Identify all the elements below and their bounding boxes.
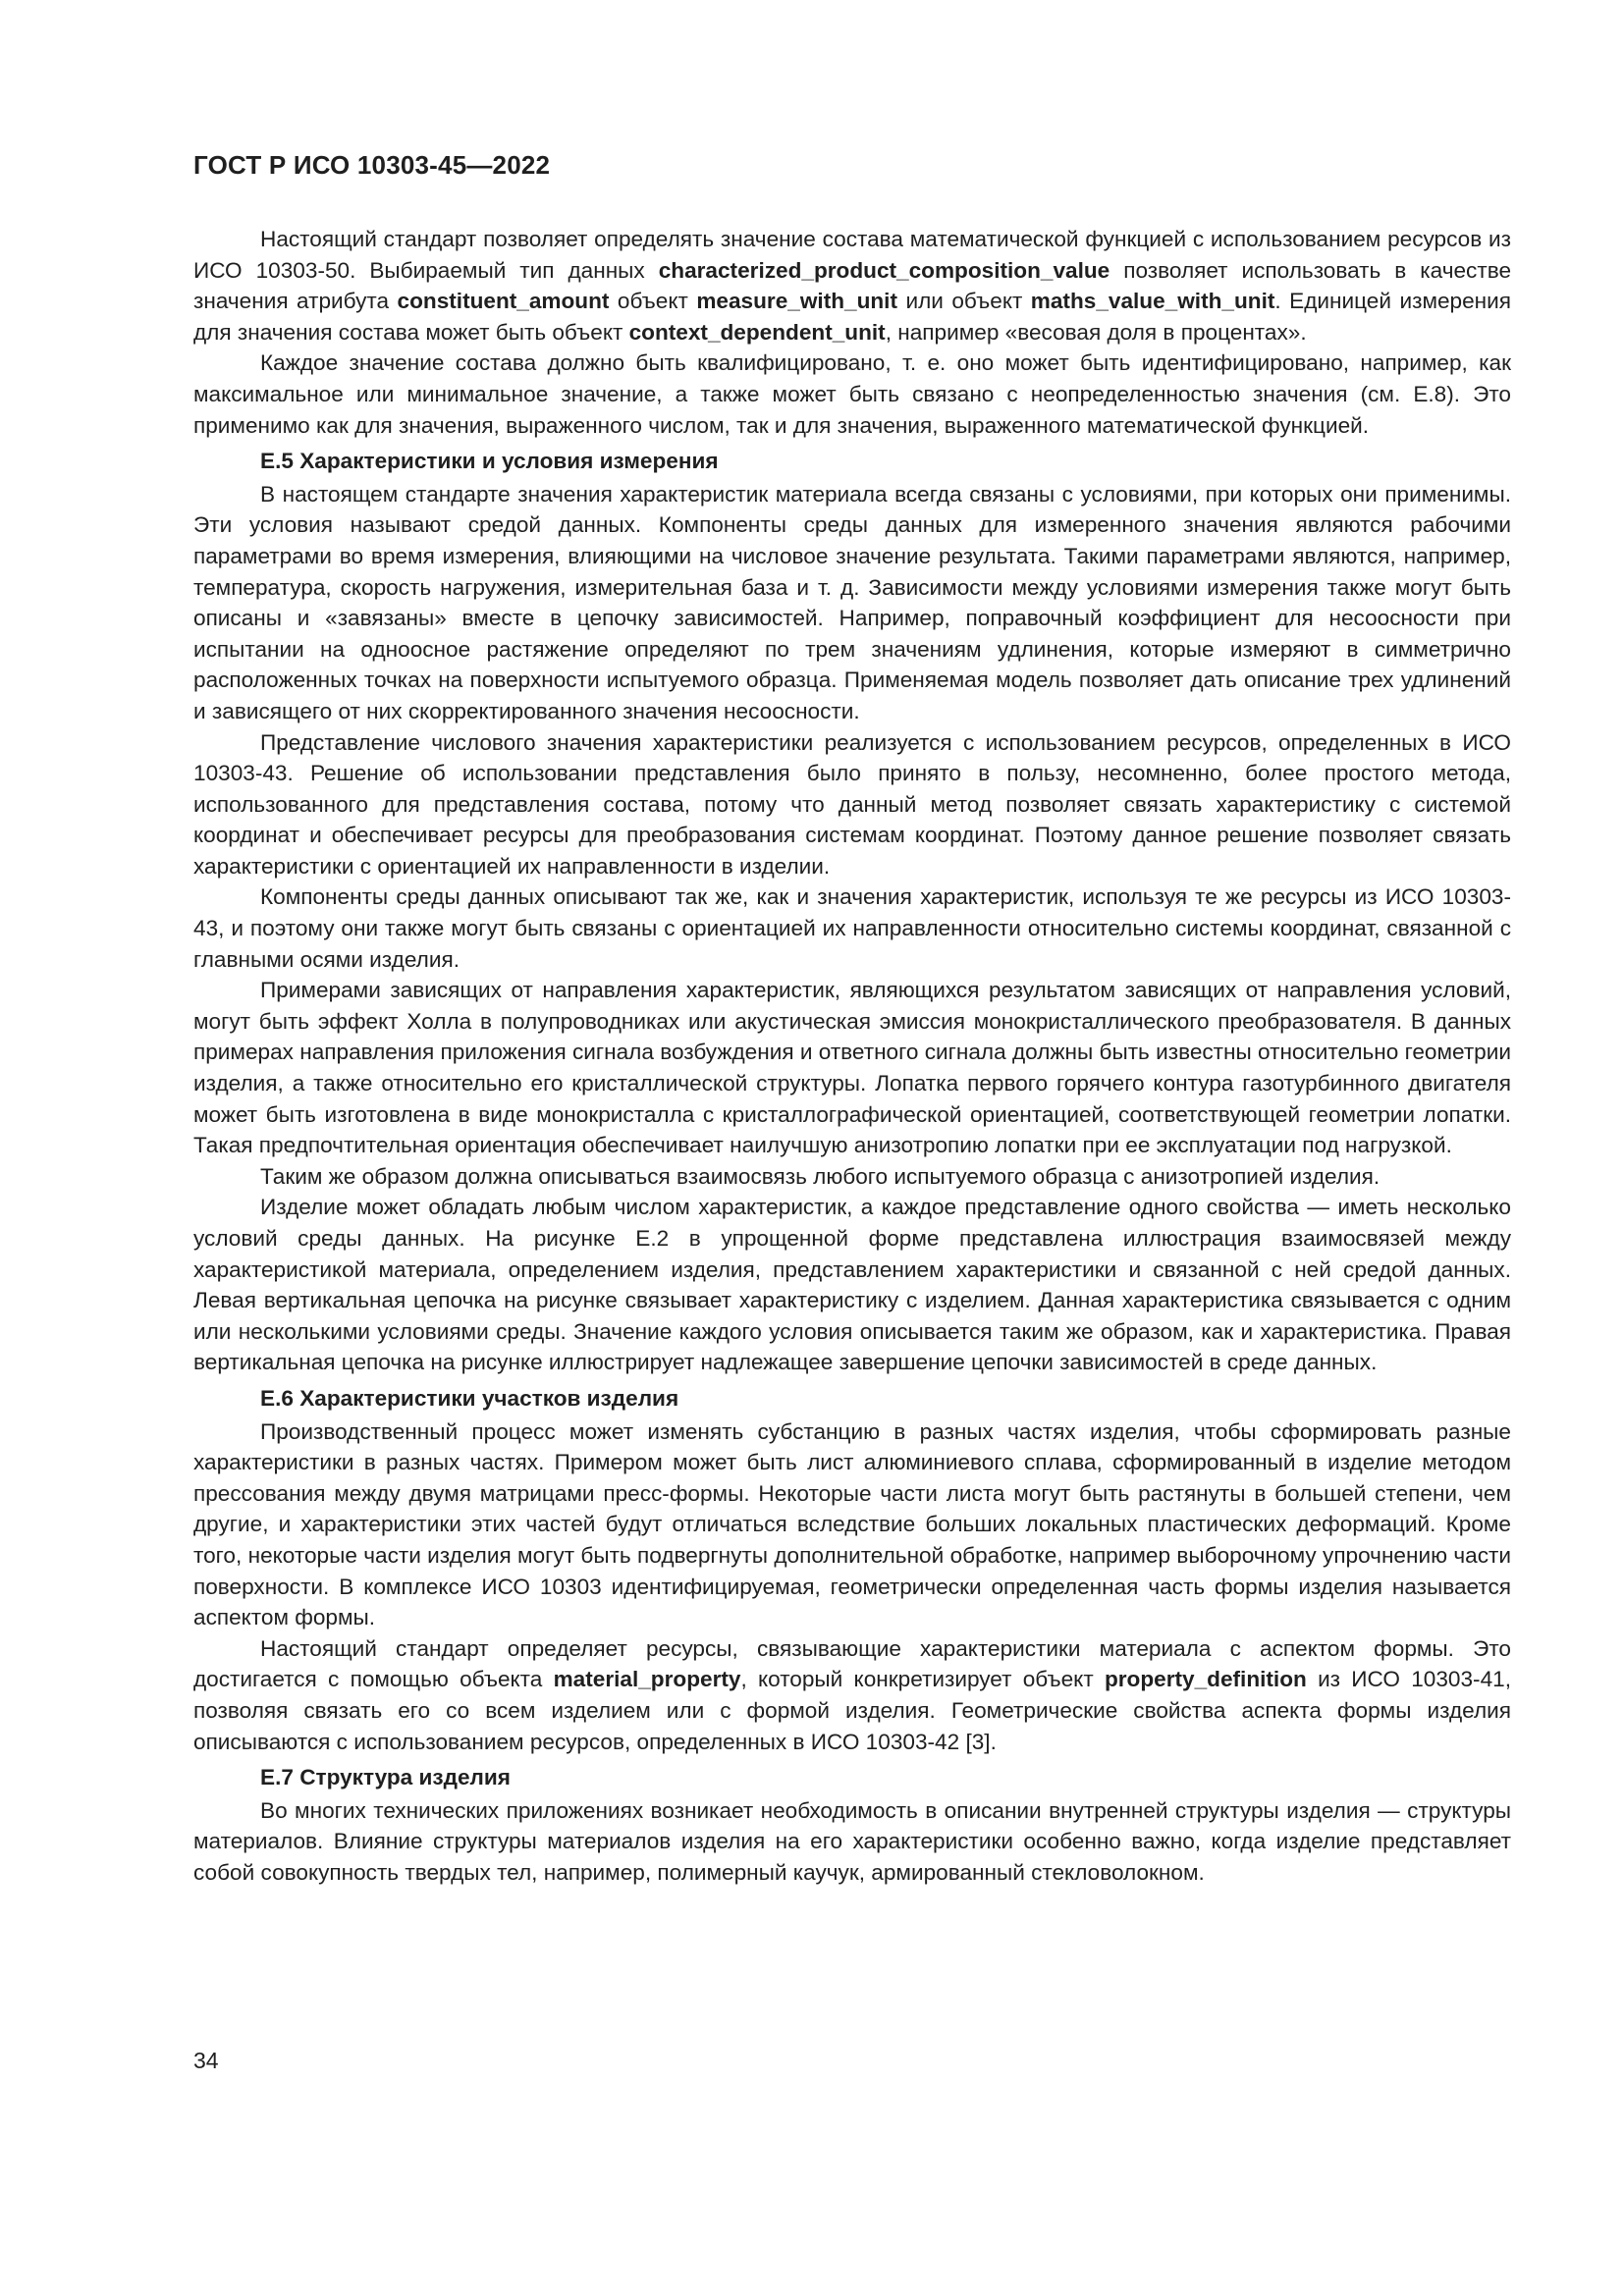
paragraph-e5-4: Примерами зависящих от направления характеристик, являющихся результатом зависящих от направления условий, могут быть эффект Холла в полупроводниках или акустическая эмиссия монокристаллического преобразователя. В данных примерах направления приложения сигнала возбуждения и ответного сигнала должны быть известны относительно геометрии изделия, а также относительно его кристаллической структуры. Лопатка первого горячего контура газотурбинного двигателя может быть изготовлена в виде монокристалла с кристаллографической ориентацией, соответствующей геометрии лопатки. Такая предпочтительная ориентация обеспечивает наилучшую анизотропию лопатки при ее эксплуатации под нагрузкой. [193,978,1511,1158]
paragraph-composition-qualified: Каждое значение состава должно быть квалифицировано, т. е. оно может быть идентифицировано, например, как максимальное или минимальное значение, а также может быть связано с неопределенностью значения (см. E.8). Это применимо как для значения, выраженного числом, так и для значения, выраженного математической функцией. [193,350,1511,438]
term-property-definition: property_definition [1104,1667,1307,1692]
paragraph-e6-1: Производственный процесс может изменять субстанцию в разных частях изделия, чтобы сформировать разные характеристики в разных частях. Примером может быть лист алюминиевого сплава, сформированный в изделие методом прессования между двумя матрицами пресс-формы. Некоторые части листа могут быть растянуты в большей степени, чем другие, и характеристики этих частей будут отличаться вследствие больших локальных пластических деформаций. Кроме того, некоторые части изделия могут быть подвергнуты дополнительной обработке, например выборочному упрочнению части поверхности. В комплексе ИСО 10303 идентифицируемая, геометрически определенная часть формы изделия называется аспектом формы. [193,1418,1511,1630]
page-number: 34 [193,2048,219,2073]
term-context-dependent-unit: context_dependent_unit [628,319,886,345]
paragraph-e5-3: Компоненты среды данных описывают так же, как и значения характеристик, используя те же ресурсы из ИСО 10303-43, и поэтому они также могут быть связаны с ориентацией их направленности относительно системы координат, связанной с главными осями изделия. [193,884,1511,972]
paragraph-e6-2: Настоящий стандарт определяет ресурсы, связывающие характеристики материала с аспектом формы. Это достигается с помощью объекта material_property, который конкретизирует объект property_definition из ИСО 10303-41, позволяя связать его со всем изделием или с формой изделия. Геометрические свойства аспекта формы изделия описываются с использованием ресурсов, определенных в ИСО 10303-42 [3]. [193,1635,1511,1754]
paragraph-e7-1: Во многих технических приложениях возникает необходимость в описании внутренней структуры изделия — структуры материалов. Влияние структуры материалов изделия на его характеристики особенно важно, когда изделие представляет собой совокупность твердых тел, например, полимерный каучук, армированный стекловолокном. [193,1797,1511,1885]
term-material-property: material_property [553,1667,741,1692]
paragraph-e5-1: В настоящем стандарте значения характеристик материала всегда связаны с условиями, при которых они применимы. Эти условия называют средой данных. Компоненты среды данных для измеренного значения являются рабочими параметрами во время измерения, влияющими на числовое значение результата. Такими параметрами являются, например, температура, скорость нагружения, измерительная база и т. д. Зависимости между условиями измерения также могут быть описаны и «завязаны» вместе в цепочку зависимостей. Например, поправочный коэффициент для несоосности при испытании на одноосное растяжение определяют по трем значениям удлинения, которые измеряют в симметрично расположенных точках на поверхности испытуемого образца. Применяемая модель позволяет дать описание трех удлинений и зависящего от них скорректированного значения несоосности. [193,481,1511,723]
paragraph-composition-function: Настоящий стандарт позволяет определять значение состава математической функцией с использованием ресурсов из ИСО 10303-50. Выбираемый тип данных characterized_product_composition_value позволяет использовать в качестве значения атрибута constituent_amount объект measure_with_unit или объект maths_value_with_unit. Единицей измерения для значения состава может быть объект context_dependent_unit, например «весовая доля в процентах». [193,227,1512,345]
paragraph-e5-5: Таким же образом должна описываться взаимосвязь любого испытуемого образца с анизотропией изделия. [260,1163,1380,1189]
document-header: ГОСТ Р ИСО 10303-45—2022 [193,150,551,180]
paragraph-e5-6: Изделие может обладать любым числом характеристик, а каждое представление одного свойства — иметь несколько условий среды данных. На рисунке Е.2 в упрощенной форме представлена иллюстрация взаимосвязей между характеристикой материала, определением изделия, представлением характеристики и связанной с ней средой данных. Левая вертикальная цепочка на рисунке связывает характеристику с изделием. Данная характеристика связывается с одним или несколькими условиями среды. Значение каждого условия описывается таким же образом, как и характеристика. Правая вертикальная цепочка на рисунке иллюстрирует надлежащее завершение цепочки зависимостей в среде данных. [193,1195,1511,1375]
term-characterized-product-composition-value: characterized_product_composition_value [658,257,1110,283]
term-measure-with-unit: measure_with_unit [696,289,897,314]
paragraph-e5-2: Представление числового значения характеристики реализуется с использованием ресурсов, определенных в ИСО 10303-43. Решение об использовании представления было принято в пользу, несомненно, более простого метода, использованного для представления состава, потому что данный метод позволяет связать характеристику с системой координат и обеспечивает ресурсы для преобразования системам координат. Поэтому данное решение позволяет связать характеристики с ориентацией их направленности в изделии. [193,729,1511,879]
term-constituent-amount: constituent_amount [397,289,610,314]
section-heading-e7: Е.7 Структура изделия [260,1765,511,1790]
section-heading-e5: Е.5 Характеристики и условия измерения [260,449,719,474]
term-maths-value-with-unit: maths_value_with_unit [1030,289,1275,314]
section-heading-e6: Е.6 Характеристики участков изделия [260,1385,679,1411]
document-body [193,224,1511,1888]
